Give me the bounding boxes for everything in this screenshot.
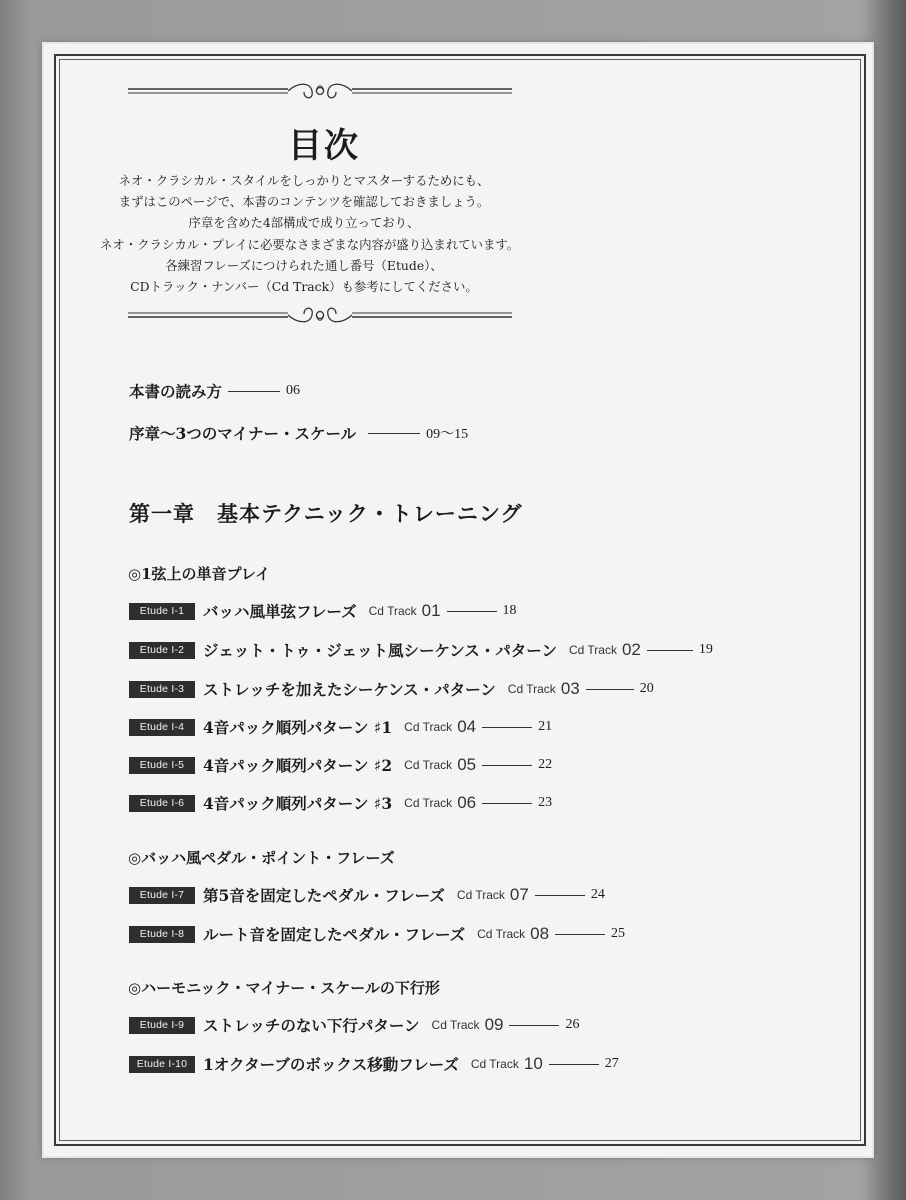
chapter-title: 第一章 基本テクニック・トレーニング [129,501,523,526]
track-number: 02 [621,640,641,659]
leader-line [535,895,585,896]
etude-title: 第5音を固定したペダル・フレーズ [203,886,445,905]
etude-title: 4音パック順列パターン ♯3 [203,794,393,813]
track-label: Cd Track [477,927,526,941]
etude-page: 27 [604,1056,619,1071]
etude-title: バッハ風単弦フレーズ [203,602,357,621]
toc-entry-prologue[interactable] [129,422,468,444]
etude-badge: Etude I-7 [129,887,195,904]
track-number: 08 [530,924,550,943]
intro-line: CDトラック・ナンバー（Cd Track）も参考にしてください。 [130,279,478,295]
etude-title: 4音パック順列パターン ♯1 [203,718,393,737]
etude-title: 1オクターブのボックス移動フレーズ [203,1055,459,1074]
etude-badge: Etude I-8 [129,926,195,943]
entry-title: 本書の読み方 [129,382,223,401]
track-label: Cd Track [404,758,453,772]
track-number: 07 [509,885,529,904]
etude-title: ストレッチを加えたシーケンス・パターン [203,680,496,699]
track-label: Cd Track [507,682,556,696]
leader-line [555,934,605,935]
leader-line [509,1025,559,1026]
leader-line [482,765,532,766]
etude-page: 24 [590,887,605,902]
etude-title: ジェット・トゥ・ジェット風シーケンス・パターン [203,641,557,660]
etude-page: 25 [611,926,626,941]
intro-line: ネオ・クラシカル・スタイルをしっかりとマスターするためにも、 [118,173,490,188]
etude-entry[interactable] [129,884,605,906]
bottom-ornament [128,304,512,326]
etude-entry[interactable] [129,1053,619,1075]
leader-line [228,391,280,392]
etude-page: 26 [565,1017,580,1032]
etude-title: 4音パック順列パターン ♯2 [203,756,393,775]
track-label: Cd Track [404,796,453,810]
track-number: 01 [421,601,441,620]
section-title: ◎ハーモニック・マイナー・スケールの下行形 [128,979,440,997]
toc-entry-how-to-read[interactable] [129,380,300,402]
track-label: Cd Track [456,888,505,902]
etude-title: ストレッチのない下行パターン [203,1016,420,1035]
etude-entry[interactable] [129,754,552,776]
binding-shadow [866,0,906,1200]
entry-page: 06 [286,383,301,398]
top-ornament [128,80,512,102]
etude-page: 20 [639,681,654,696]
track-label: Cd Track [568,643,617,657]
entry-page: 09〜15 [426,427,469,442]
leader-line [549,1064,599,1065]
leader-line [647,650,693,651]
leader-line [586,689,634,690]
track-label: Cd Track [431,1018,480,1032]
intro-line: 序章を含めた4部構成で成り立っており、 [188,215,420,231]
leader-line [368,433,420,434]
track-number: 03 [560,679,580,698]
page-title: 目次 [288,126,360,166]
track-number: 04 [457,717,477,736]
intro-line: ネオ・クラシカル・プレイに必要なさまざまな内容が盛り込まれています。 [100,236,520,252]
etude-badge: Etude I-5 [129,757,195,774]
etude-entry[interactable] [129,923,625,945]
intro-line: 各練習フレーズにつけられた通し番号（Etude）、 [165,257,443,273]
etude-entry[interactable] [129,792,552,814]
etude-entry[interactable] [129,600,517,622]
etude-page: 22 [538,757,553,772]
intro-text [100,170,520,297]
etude-badge: Etude I-10 [129,1056,195,1073]
section-title: ◎バッハ風ペダル・ポイント・フレーズ [128,849,395,867]
section-title: ◎1弦上の単音プレイ [128,565,271,583]
track-number: 06 [457,793,477,812]
etude-badge: Etude I-4 [129,719,195,736]
etude-entry[interactable] [129,639,713,661]
leader-line [447,611,497,612]
etude-badge: Etude I-1 [129,603,195,620]
etude-badge: Etude I-6 [129,795,195,812]
leader-line [482,727,532,728]
etude-entry[interactable] [129,678,654,700]
entry-title: 序章〜3つのマイナー・スケール [129,424,357,443]
track-number: 05 [457,755,477,774]
leader-line [482,803,532,804]
etude-page: 23 [538,795,553,810]
etude-page: 19 [698,642,713,657]
etude-entry[interactable] [129,716,552,738]
etude-page: 18 [502,603,517,618]
track-number: 10 [523,1054,543,1073]
track-label: Cd Track [404,720,453,734]
etude-badge: Etude I-9 [129,1017,195,1034]
etude-title: ルート音を固定したペダル・フレーズ [203,925,466,944]
etude-entry[interactable] [129,1014,579,1036]
track-number: 09 [484,1015,504,1034]
track-label: Cd Track [368,604,417,618]
track-label: Cd Track [470,1057,519,1071]
etude-page: 21 [538,719,553,734]
etude-badge: Etude I-2 [129,642,195,659]
etude-badge: Etude I-3 [129,681,195,698]
intro-line: まずはこのページで、本書のコンテンツを確認しておきましょう。 [118,194,490,210]
